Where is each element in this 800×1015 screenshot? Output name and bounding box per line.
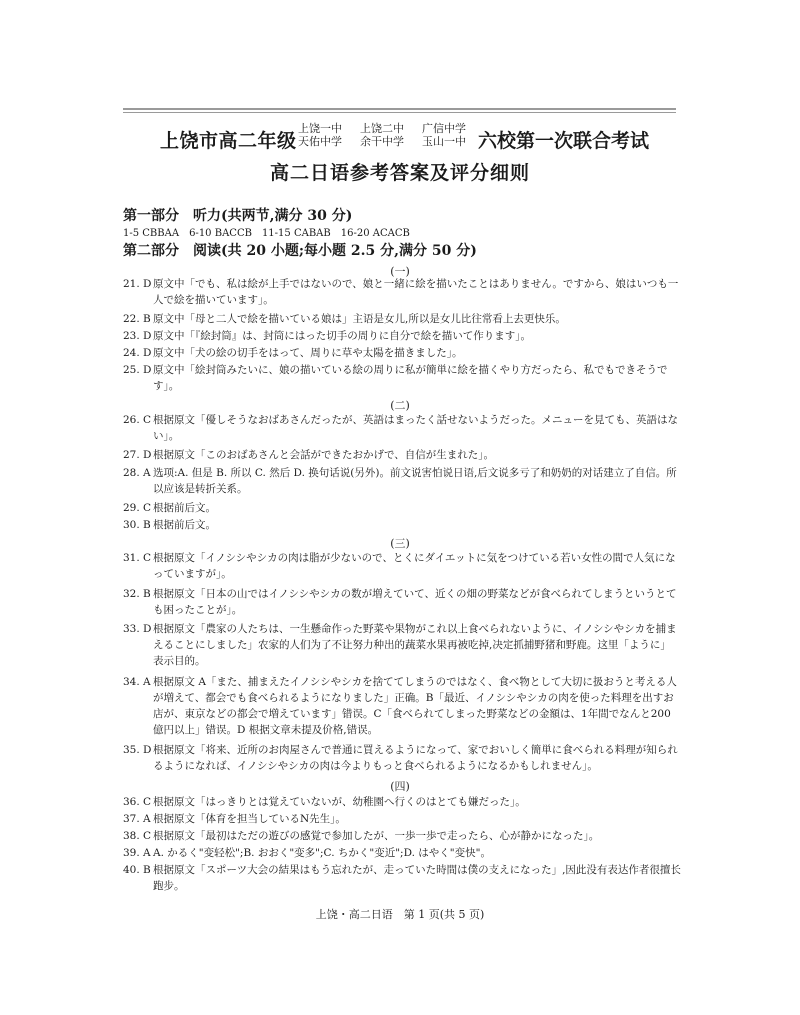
school-row-2: [298, 135, 484, 148]
answer-explanation: 原文中「絵封筒みたいに、娘の描いている絵の周りに私が簡単に絵を描くやり方だったら、私でもできそうです」。: [153, 364, 668, 392]
top-rule-thin: [123, 112, 676, 113]
answer-item: [123, 276, 681, 308]
answer-explanation: 原文中「でも、私は絵が上手ではないので、娘と一緒に絵を描いたことはありません。ですから、娘はいつも一人で絵を描いています」。: [153, 278, 679, 306]
answer-explanation: 根据原文「将来、近所のお肉屋さんで普通に買えるようになって、家でおいしく簡単に食べられる料理が知られるようになれば、イノシシやシカの肉は今よりもっと食べられるようになるかもしれません」。: [153, 744, 678, 772]
answer-number: 25. D: [123, 364, 152, 376]
answer-explanation: 选项:A. 但是 B. 所以 C. 然后 D. 换句话说(另外)。前文说害怕说日语,后文说多亏了和奶奶的对话建立了自信。所以应该是转折关系。: [153, 467, 677, 495]
answer-explanation: 原文中「犬の絵の切手をはって、周りに草や太陽を描きました」。: [153, 347, 463, 359]
answer-explanation: 根据原文「イノシシやシカの肉は脂が少ないので、とくにダイエットに気をつけている若い女性の間で人気になっていますが」。: [153, 552, 676, 580]
answer-explanation: 原文中「『絵封筒』は、封筒にはった切手の周りに自分で絵を描いて作ります」。: [153, 330, 531, 342]
answer-explanation: 根据原文「日本の山ではイノシシやシカの数が増えていて、近くの畑の野菜などが食べられてしまうというとても困ったことが」。: [153, 588, 677, 616]
part1-heading: 第一部分 听力(共两节,满分 30 分): [123, 208, 353, 224]
answer-number: 32. B: [123, 588, 151, 600]
answer-explanation: 根据原文 A「また、捕まえたイノシシやシカを捨ててしまうのではなく、食べ物として大切に扱おうと考える人が増えて、都会でも食べられるようになりました」正确。B「最近、イノシシやシカの肉を使った料理を出すお店が、東京などの都会で増えています」错误。C「食べられてしまった野菜などの金額は、1年間でなんと200億円以上」错误。D 根据文章未提及价格,错误。: [153, 676, 677, 736]
header-title-left: 上饶市高二年级: [160, 130, 297, 152]
answer-explanation: 根据原文「このおばあさんと会話ができたおかげで、自信が生まれた」。: [153, 449, 495, 461]
answer-item: [123, 811, 681, 827]
answer-item: [123, 621, 681, 669]
answer-item: [123, 845, 681, 861]
answer-item: [123, 862, 681, 894]
answer-item: [123, 500, 681, 516]
school-name: 上饶二中: [360, 122, 404, 135]
listening-answers: 1-5 CBBAA 6-10 BACCB 11-15 CABAB 16-20 ACACB: [123, 228, 410, 239]
answer-number: 31. C: [123, 552, 152, 564]
answer-item: [123, 517, 681, 533]
answer-number: 21. D: [123, 278, 152, 290]
school-list: [298, 122, 484, 148]
answer-item: [123, 794, 681, 810]
answer-number: 22. B: [123, 313, 151, 325]
page-subtitle: 高二日语参考答案及评分细则: [269, 162, 530, 184]
answer-explanation: 根据前后文。: [153, 502, 216, 514]
passage-divider-1: (一): [390, 265, 410, 278]
school-row-1: [298, 122, 484, 135]
answer-explanation: 根据原文「はっきりとは覚えていないが、幼稚園へ行くのはとても嫌だった」。: [153, 796, 526, 808]
answer-number: 24. D: [123, 347, 152, 359]
school-name: 天佑中学: [298, 135, 342, 148]
answer-explanation: 根据原文「スポーツ大会の結果はもう忘れたが、走っていた時間は僕の支えになった」,因此没有表达作者很擅长跑步。: [153, 864, 681, 892]
answer-item: [123, 550, 681, 582]
answer-explanation: 根据前后文。: [153, 519, 216, 531]
answer-item: [123, 447, 681, 463]
school-name: 广信中学: [422, 122, 466, 135]
answer-number: 30. B: [123, 519, 151, 531]
answer-item: [123, 465, 681, 497]
answer-item: [123, 586, 681, 618]
answer-explanation: 原文中「母と二人で絵を描いている娘は」主语是女儿,所以是女儿比往常看上去更快乐。: [153, 313, 566, 325]
part2-heading: 第二部分 阅读(共 20 小题;每小题 2.5 分,满分 50 分): [123, 243, 477, 259]
answer-number: 37. A: [123, 813, 151, 825]
answer-number: 35. D: [123, 744, 152, 756]
passage-divider-4: (四): [390, 780, 410, 793]
header-title-right: 六校第一次联合考试: [478, 130, 650, 152]
answer-number: 36. C: [123, 796, 152, 808]
answer-item: [123, 311, 681, 327]
answer-number: 33. D: [123, 623, 152, 635]
answer-number: 28. A: [123, 467, 151, 479]
answer-number: 40. B: [123, 864, 151, 876]
school-name: 玉山一中: [422, 135, 466, 148]
answer-number: 26. C: [123, 414, 152, 426]
passage-divider-2: (二): [390, 399, 410, 412]
school-name: 上饶一中: [298, 122, 342, 135]
answer-item: [123, 328, 681, 344]
answer-explanation: 根据原文「最初はただの遊びの感覚で参加したが、一歩一歩で走ったら、心が静かになった」。: [153, 830, 600, 842]
exam-header: [160, 118, 660, 154]
answer-item: [123, 412, 681, 444]
answer-explanation: 根据原文「優しそうなおばあさんだったが、英語はまったく話せないようだった。メニューを見ても、英語はない」。: [153, 414, 678, 442]
answer-item: [123, 345, 681, 361]
answer-number: 27. D: [123, 449, 152, 461]
answer-number: 39. A: [123, 847, 151, 859]
passage-divider-3: (三): [390, 537, 410, 550]
school-name: 余干中学: [360, 135, 404, 148]
answer-explanation: 根据原文「体育を担当しているN先生」。: [153, 813, 346, 825]
answer-item: [123, 362, 681, 394]
answer-item: [123, 828, 681, 844]
answer-number: 29. C: [123, 502, 152, 514]
answer-number: 34. A: [123, 676, 151, 688]
top-rule: [123, 108, 676, 110]
answer-number: 38. C: [123, 830, 152, 842]
answer-explanation: 根据原文「農家の人たちは、一生懸命作った野菜や果物がこれ以上食べられないように、イノシシやシカを捕まえることにしました」农家的人们为了不让努力种出的蔬菜水果再被吃掉,决定抓捕野猪和野鹿。这里「ように」表示目的。: [153, 623, 677, 667]
page-footer: 上饶・高二日语 第 1 页(共 5 页): [315, 908, 485, 921]
answer-number: 23. D: [123, 330, 152, 342]
answer-item: [123, 674, 681, 738]
answer-item: [123, 742, 681, 774]
answer-explanation: A. かるく"变轻松";B. おおく"变多";C. ちかく"变近";D. はやく"变快"。: [153, 847, 491, 859]
